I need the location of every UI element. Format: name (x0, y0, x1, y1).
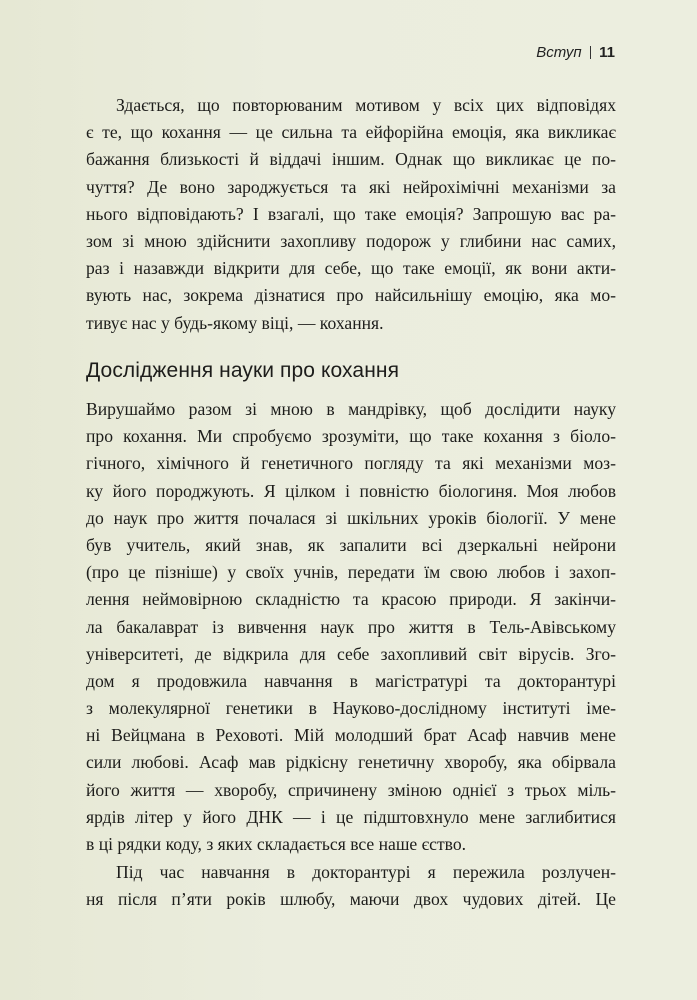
text-line: його життя — хворобу, спричинену зміною однієї з трьох міль- (86, 779, 616, 800)
text-line: Здається, що повторюваним мотивом у всіх цих відповідях (116, 95, 616, 115)
text-line: сили любові. Асаф мав рідкісну генетичну хворобу, яка обірвала (86, 752, 616, 773)
text-line: в ці рядки коду, з яких складається все наше єство. (86, 834, 467, 854)
running-head (536, 44, 615, 61)
text-line: про кохання. Ми спробуємо зрозуміти, що таке кохання з біоло- (86, 426, 616, 447)
text-line: ла бакалаврат із вивчення наук про життя в Тель-Авівському (86, 616, 616, 637)
text-line: зом зі мною здійснити захопливу подорож у глибини нас самих, (86, 230, 616, 251)
text-line: є те, що кохання — це сильна та ейфорійна емоція, яка викликає (86, 122, 616, 143)
final-paragraph (86, 859, 616, 913)
text-line: лення неймовірною складністю та красою природи. Я закінчи- (86, 589, 616, 610)
text-line: Під час навчання в докторантурі я пережила розлучен- (116, 862, 616, 882)
text-line: ні Вейцмана в Реховоті. Мій молодший брат Асаф навчив мене (86, 725, 616, 746)
text-line: бажання близькості й віддачі іншим. Однак що викликає це по- (86, 149, 616, 170)
text-line: раз і назавжди відкрити для себе, що таке емоції, як вони акти- (86, 258, 616, 279)
text-line: Вирушаймо разом зі мною в мандрівку, щоб дослідити науку (86, 399, 616, 419)
text-line: з молекулярної генетики в Науково-дослідному інституті іме- (86, 698, 616, 719)
text-line: ярдів літер у його ДНК — і це підштовхнуло мене заглибитися (86, 806, 616, 827)
text-line: вують нас, зокрема дізнатися про найсильнішу емоцію, яка мо- (86, 285, 616, 306)
text-line: (про це пізніше) у своїх учнів, передати їм свою любов і захоп- (86, 562, 616, 583)
text-line: ку його породжують. Я цілком і повністю біологиня. Моя любов (86, 480, 616, 501)
text-line: університеті, де відкрила для себе захопливий світ вірусів. Зго- (86, 643, 616, 664)
text-line: був учитель, який знав, як запалити всі дзеркальні нейрони (86, 534, 616, 555)
section-heading: Дослідження науки про кохання (86, 359, 400, 382)
text-line: тивує нас у будь-якому віці, — кохання. (86, 312, 384, 333)
running-head-section: Вступ (536, 44, 582, 61)
text-line: ня після п’яти років шлюбу, маючи двох чудових дітей. Це (86, 889, 616, 910)
text-line: чуття? Де воно зароджується та які нейрохімічні механізми за (86, 176, 616, 197)
text-line: до наук про життя почалася зі шкільних уроків біології. У мене (86, 507, 616, 528)
page-number: 11 (599, 44, 615, 61)
text-line: дом я продовжила навчання в магістратурі та докторантурі (86, 670, 616, 691)
text-line: нього відповідають? І взагалі, що таке емоція? Запрошую вас ра- (86, 203, 616, 224)
intro-paragraph (86, 92, 616, 337)
section-paragraph (86, 396, 616, 858)
text-line: гічного, хімічного й генетичного погляду та які механізми моз- (86, 453, 616, 474)
running-head-separator (590, 46, 592, 59)
